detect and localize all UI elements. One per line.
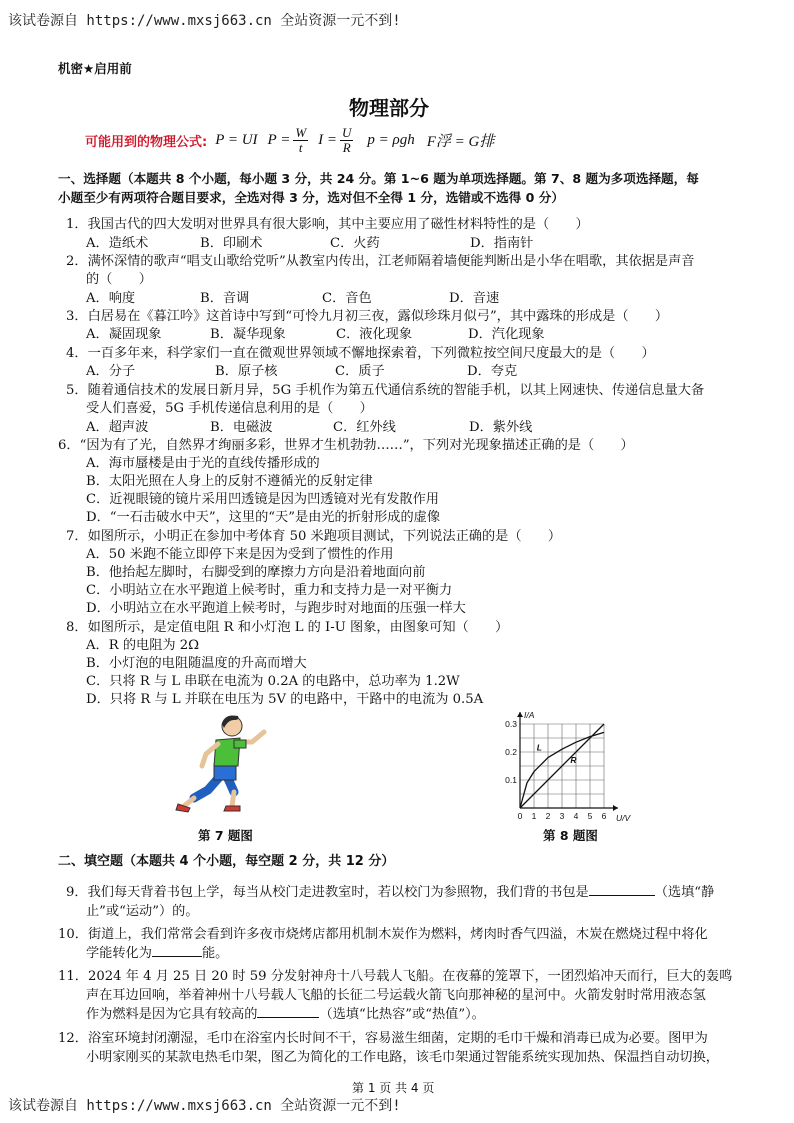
page-title: 物理部分	[349, 96, 429, 120]
question-9-line1	[66, 884, 714, 902]
chart-y-tick-label: 0.3	[505, 719, 517, 729]
question-3-option-d: D．汽化现象	[468, 327, 545, 342]
question-11-answer-blank[interactable]	[257, 1017, 319, 1018]
question-10-line2	[86, 945, 228, 963]
formula-power-ui: P = UI	[215, 131, 258, 148]
question-4-option-c: C．质子	[335, 364, 385, 379]
chart-x-tick-label: 0	[517, 811, 523, 821]
question-7-stem: 7．如图所示，小明正在参加中考体育 50 米跑项目测试，下列说法正确的是（ ）	[66, 529, 562, 544]
section2-heading: 二、填空题（本题共 4 个小题，每空题 2 分，共 12 分）	[58, 854, 395, 869]
question-1-stem: 1．我国古代的四大发明对世界具有很大影响，其中主要应用了磁性材料特性的是（ ）	[66, 217, 589, 232]
question-6-option-b: B．太阳光照在人身上的反射不遵循光的反射定律	[86, 474, 373, 489]
question-11-text-c: 作为燃料是因为它具有较高的	[86, 1007, 258, 1022]
question-2-option-d: D．音速	[449, 291, 500, 306]
question-8-stem: 8．如图所示，是定值电阻 R 和小灯泡 L 的 I-U 图象，由图象可知（ ）	[66, 620, 509, 635]
section1-heading-line2: 小题至少有两项符合题目要求，全选对得 3 分，选对但不全得 1 分，选错或不选得 0 分）	[58, 190, 564, 205]
figure-7-caption: 第 7 题图	[198, 828, 253, 843]
question-6-option-a: A．海市蜃楼是由于光的直线传播形成的	[86, 456, 320, 471]
chart-series-label-l: L	[536, 742, 543, 753]
question-10-line1: 10．街道上，我们常常会看到许多夜市烧烤店都用机制木炭作为燃料，烤肉时香气四溢，木炭在燃烧过程中将化	[58, 927, 708, 942]
question-4-option-a: A．分子	[86, 364, 136, 379]
question-9-line2: 止”或“运动”）的。	[86, 904, 199, 919]
question-2-option-c: C．音色	[322, 291, 372, 306]
question-7-option-a: A．50 米跑不能立即停下来是因为受到了惯性的作用	[86, 547, 394, 562]
formula-ohm-lhs: I =	[318, 131, 338, 148]
chart-x-tick-label: 5	[587, 811, 593, 821]
question-3-option-b: B．凝华现象	[210, 327, 286, 342]
question-7-option-c: C．小明站立在水平跑道上候考时，重力和支持力是一对平衡力	[86, 583, 453, 598]
chart-x-tick-label: 3	[559, 811, 565, 821]
question-5-option-d: D．紫外线	[469, 420, 533, 435]
question-5-option-a: A．超声波	[86, 420, 149, 435]
watermark-top: 该试卷源自 https://www.mxsj663.cn 全站资源一元不到!	[8, 13, 401, 29]
question-11-line1: 11．2024 年 4 月 25 日 20 时 59 分发射神舟十八号载人飞船。在夜幕的笼罩下，一团烈焰冲天而行，巨大的轰鸣	[58, 969, 733, 984]
question-10-text-b: 学能转化为	[86, 946, 152, 961]
formula-buoyancy: F浮 = G排	[426, 133, 495, 150]
chart-y-axis-label: I/A	[524, 710, 535, 720]
question-9-text-b: （选填“静	[654, 885, 715, 900]
formula-pressure: p = ρgh	[367, 131, 415, 148]
page-number: 第 1 页 共 4 页	[352, 1081, 435, 1095]
question-11-line2: 声在耳边回响，举着神州十八号载人飞船的长征二号运载火箭飞向那神秘的星河中。火箭发射时常用液态氢	[86, 988, 706, 1003]
fraction-numerator-w: W	[295, 124, 307, 140]
question-7-option-b: B．他抬起左脚时，右脚受到的摩擦力方向是沿着地面向前	[86, 565, 426, 580]
chart-tick-labels	[505, 710, 631, 823]
question-6-option-c: C．近视眼镜的镜片采用凹透镜是因为凹透镜对光有发散作用	[86, 492, 439, 507]
question-2-stem-line2: 的（ ）	[86, 272, 152, 287]
chart-series-label-r: R	[570, 755, 577, 766]
formula-power-wt-fraction	[293, 126, 308, 155]
question-3-stem: 3．白居易在《暮江吟》这首诗中写到“可怜九月初三夜，露似珍珠月似弓”，其中露珠的形成是（ ）	[66, 309, 669, 324]
question-8-option-d: D．只将 R 与 L 并联在电压为 5V 的电路中，干路中的电流为 0.5A	[86, 692, 484, 707]
question-6-stem: 6．“因为有了光，自然界才绚丽多彩，世界才生机勃勃……”，下列对光现象描述正确的是（ ）	[58, 438, 634, 453]
question-4-option-b: B．原子核	[215, 364, 278, 379]
question-9-text-a: 9．我们每天背着书包上学，每当从校门走进教室时，若以校门为参照物，我们背的书包是	[66, 885, 589, 900]
chart-x-axis-arrow	[613, 805, 618, 811]
question-7-option-d: D．小明站立在水平跑道上候考时，与跑步时对地面的压强一样大	[86, 601, 466, 616]
fraction-denominator-t: t	[298, 139, 303, 155]
chart-x-tick-label: 1	[531, 811, 537, 821]
watermark-bottom: 该试卷源自 https://www.mxsj663.cn 全站资源一元不到!	[8, 1098, 401, 1114]
question-10-text-c: 能。	[201, 946, 229, 961]
question-3-option-a: A．凝固现象	[86, 327, 162, 342]
chart-x-tick-label: 2	[545, 811, 551, 821]
question-4-option-d: D．夸克	[467, 364, 518, 379]
iu-graph-chart	[490, 706, 640, 826]
chart-y-tick-label: 0.2	[505, 747, 517, 757]
question-1-option-b: B．印刷术	[200, 236, 263, 251]
confidential-label: 机密★启用前	[58, 61, 132, 76]
formula-power-wt-lhs: P =	[267, 131, 291, 148]
question-1-option-a: A．造纸术	[86, 236, 149, 251]
question-2-option-a: A．响度	[86, 291, 136, 306]
question-12-line1: 12．浴室环境封闭潮湿，毛巾在浴室内长时间不干，容易滋生细菌，定期的毛巾干燥和消毒已成为必要。图甲为	[58, 1031, 708, 1046]
question-4-stem: 4．一百多年来，科学家们一直在微观世界领域不懈地探索着，下列微粒按空间尺度最大的是（ ）	[66, 346, 655, 361]
question-8-option-c: C．只将 R 与 L 串联在电流为 0.2A 的电路中，总功率为 1.2W	[86, 674, 460, 689]
question-2-stem-line1: 2．满怀深情的歌声“唱支山歌给党听”从教室内传出，江老师隔着墙便能判断出是小华在唱歌，其依据是声音	[66, 254, 695, 269]
chart-y-axis-arrow	[517, 712, 523, 717]
question-1-option-d: D．指南针	[470, 236, 534, 251]
question-6-option-d: D．“一石击破水中天”，这里的“天”是由光的折射形成的虚像	[86, 510, 441, 525]
question-5-option-c: C．红外线	[333, 420, 396, 435]
formula-row	[85, 122, 494, 158]
running-boy-illustration	[170, 712, 280, 816]
fraction-denominator-r: R	[342, 139, 351, 155]
question-11-text-d: （选填“比热容”或“热值”）。	[319, 1007, 485, 1022]
fraction-numerator-u: U	[342, 124, 352, 140]
chart-x-axis-label: U/V	[616, 813, 631, 823]
question-1-option-c: C．火药	[330, 236, 380, 251]
question-3-option-c: C．液化现象	[336, 327, 413, 342]
question-10-answer-blank[interactable]	[152, 956, 202, 957]
question-11-line3	[86, 1006, 485, 1024]
question-5-stem-line1: 5．随着通信技术的发展日新月异，5G 手机作为第五代通信系统的智能手机，以其上网速快、传递信息量大备	[66, 383, 705, 398]
question-9-answer-blank[interactable]	[589, 895, 655, 896]
chart-x-tick-label: 4	[573, 811, 579, 821]
chart-x-tick-label: 6	[601, 811, 607, 821]
section1-heading-line1: 一、选择题（本题共 8 个小题，每小题 3 分，共 24 分。第 1~6 题为单项选择题。第 7、8 题为多项选择题，每	[58, 171, 699, 186]
formula-label: 可能用到的物理公式:	[85, 134, 208, 150]
formula-ohm-fraction	[340, 126, 353, 155]
question-8-option-b: B．小灯泡的电阻随温度的升高而增大	[86, 656, 307, 671]
question-8-option-a: A．R 的电阻为 2Ω	[86, 638, 200, 653]
question-5-option-b: B．电磁波	[210, 420, 273, 435]
figure-8-caption: 第 8 题图	[543, 828, 598, 843]
question-2-option-b: B．音调	[200, 291, 250, 306]
question-12-line2: 小明家刚买的某款电热毛巾架，图乙为简化的工作电路，该毛巾架通过智能系统实现加热、保温挡自动切换，	[86, 1050, 719, 1065]
question-5-stem-line2: 受人们喜爱，5G 手机传递信息利用的是（ ）	[86, 401, 373, 416]
chart-y-tick-label: 0.1	[505, 775, 517, 785]
